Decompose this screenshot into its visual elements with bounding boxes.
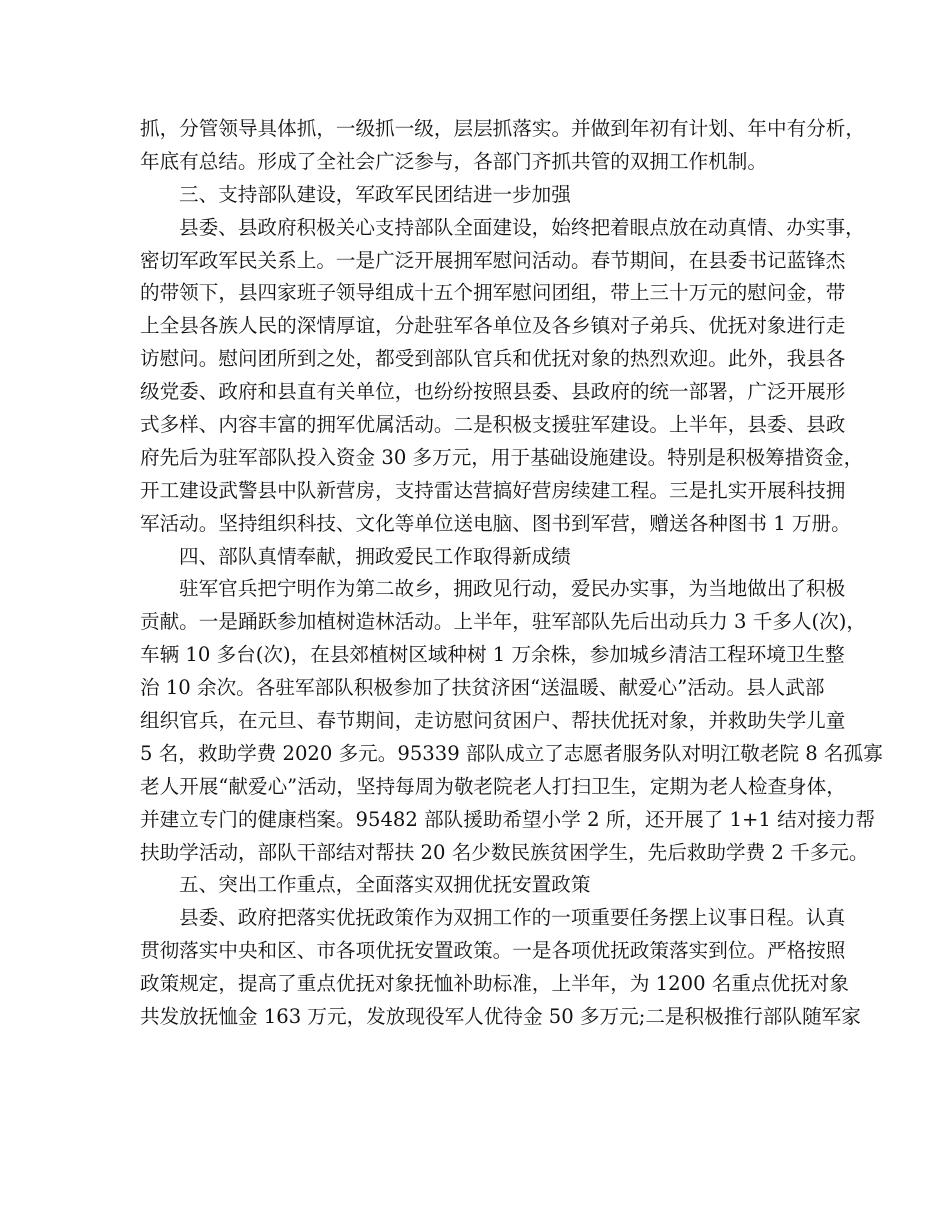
text-line: 上全县各族人民的深情厚谊，分赴驻军各单位及各乡镇对子弟兵、优抚对象进行走	[140, 314, 846, 338]
paragraph-first-line: 县委、县政府积极关心支持部队全面建设，始终把着眼点放在动真情、办实事，	[179, 215, 865, 239]
text-line: 车辆 10 多台(次)，在县郊植树区域种树 1 万余株，参加城乡清洁工程环境卫生整	[140, 643, 845, 667]
paragraph-first-line: 四、部队真情奉献，拥政爱民工作取得新成绩	[179, 544, 571, 568]
text-line: 贯彻落实中央和区、市各项优抚安置政策。一是各项优抚政策落实到位。严格按照	[140, 939, 846, 963]
text-line: 并建立专门的健康档案。95482 部队援助希望小学 2 所，还开展了 1+1 结对接力帮	[140, 807, 876, 831]
text-line: 年底有总结。形成了全社会广泛参与，各部门齐抓共管的双拥工作机制。	[140, 149, 767, 173]
text-line: 5 名，救助学费 2020 多元。95339 部队成立了志愿者服务队对明江敬老院 8 名孤寡	[140, 741, 883, 765]
paragraph-first-line: 县委、政府把落实优抚政策作为双拥工作的一项重要任务摆上议事日程。认真	[179, 906, 846, 930]
paragraph-first-line: 五、突出工作重点，全面落实双拥优抚安置政策	[179, 873, 591, 897]
text-line: 式多样、内容丰富的拥军优属活动。二是积极支援驻军建设。上半年，县委、县政	[140, 413, 846, 437]
text-line: 的带领下，县四家班子领导组成十五个拥军慰问团组，带上三十万元的慰问金，带	[140, 281, 846, 305]
text-line: 级党委、政府和县直有关单位，也纷纷按照县委、县政府的统一部署，广泛开展形	[140, 380, 846, 404]
text-line: 共发放抚恤金 163 万元，发放现役军人优待金 50 多万元;二是积极推行部队随军家	[140, 1005, 861, 1029]
text-line: 治 10 余次。各驻军部队积极参加了扶贫济困“送温暖、献爱心”活动。县人武部	[140, 676, 825, 700]
document-page	[140, 113, 883, 1034]
text-line: 军活动。坚持组织科技、文化等单位送电脑、图书到军营，赠送各种图书 1 万册。	[140, 511, 851, 535]
text-line: 政策规定，提高了重点优抚对象抚恤补助标准，上半年，为 1200 名重点优抚对象	[140, 972, 849, 996]
paragraph-first-line: 驻军官兵把宁明作为第二故乡，拥政见行动，爱民办实事，为当地做出了积极	[179, 577, 846, 601]
text-line: 抓，分管领导具体抓，一级抓一级，层层抓落实。并做到年初有计划、年中有分析，	[140, 117, 865, 140]
text-line: 老人开展“献爱心”活动，坚持每周为敬老院老人打扫卫生，定期为老人检查身体，	[140, 774, 846, 798]
text-line: 组织官兵，在元旦、春节期间，走访慰问贫困户、帮扶优抚对象，并救助失学儿童	[140, 709, 846, 733]
text-line: 府先后为驻军部队投入资金 30 多万元，用于基础设施建设。特别是积极筹措资金，	[140, 445, 864, 469]
text-line: 扶助学活动，部队干部结对帮扶 20 名少数民族贫困学生，先后救助学费 2 千多元。	[140, 840, 869, 864]
paragraph-first-line: 三、支持部队建设，军政军民团结进一步加强	[179, 182, 571, 206]
text-line: 开工建设武警县中队新营房，支持雷达营搞好营房续建工程。三是扎实开展科技拥	[140, 478, 846, 502]
text-line: 密切军政军民关系上。一是广泛开展拥军慰问活动。春节期间，在县委书记蓝锋杰	[140, 248, 846, 272]
text-line: 访慰问。慰问团所到之处，都受到部队官兵和优抚对象的热烈欢迎。此外，我县各	[140, 347, 846, 371]
text-line: 贡献。一是踊跃参加植树造林活动。上半年，驻军部队先后出动兵力 3 千多人(次)，	[140, 610, 866, 634]
